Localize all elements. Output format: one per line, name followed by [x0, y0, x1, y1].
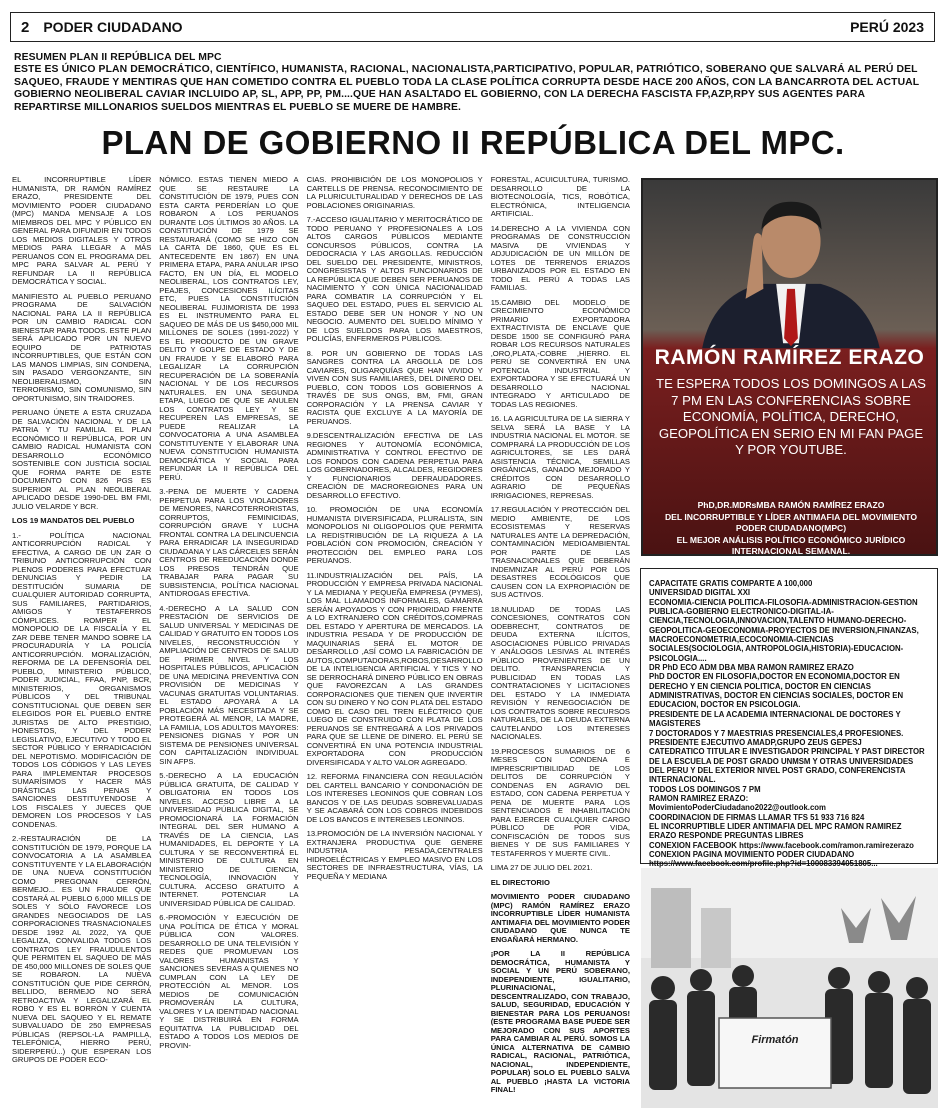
subheading-mandates: LOS 19 MANDATOS DEL PUEBLO — [12, 516, 135, 525]
paragraph: 3.-PENA DE MUERTE Y CADENA PERPETUA PARA LOS VIOLADORES DE MENORES, NARCOTERRORISTAS, CORRUPTOS, FEMINICIDAS, CORRUPCIÓN GRAVE Y LUCHA FRONTAL CONTRA LA DELINCUENCIA PARA ERRADICAR LA INSEGURIDAD CIUDADANA Y LAS CÁRCELES SERÁN CENTROS DE REEDUCACIÓN DONDE LOS PRESOS TENDRÁN QUE TRABAJAR PARA PAGAR SU SUBSISTENCIA, POLÍTICA NACIONAL ANTIDROGAS EFECTIVA. — [159, 487, 299, 598]
paragraph: MANIFIESTO AL PUEBLO PERUANO PROGRAMA DE SALVACIÓN NACIONAL PARA LA II REPÚBLICA POR UN CAMBIO RADICAL CON BIENESTAR PARA TODOS. ESTE PLAN SERÁ APLICADO POR UN NUEVO EQUIPO DE PATRIOTAS INCORRUPTIBLES, QUE ESTÁN CON LAS MANOS LIMPIAS, SIN CONDENA, SIN PASADO VERGONZANTE, SIN NEOLIBERALISMO, SIN TERRORISMO, SIN COMUNISMO, SIN OPORTUNISMO, SIN TRAIDORES. — [12, 291, 152, 403]
paragraph: CIAS. PROHIBICIÓN DE LOS MONOPOLIOS Y CARTELLS DE PRENSA. RECONOCIMIENTO DE LA PLURICULTURALIDAD Y DERECHOS DE LAS POBLACIONES ORIGINARIAS. — [306, 175, 483, 210]
article-column-3 — [307, 176, 483, 1106]
paragraph: 2.-RESTAURACIÓN DE LA CONSTITUCIÓN DE 1979, PORQUE LA CONVOCATORIA A LA ASAMBLEA CONSTITUYENTE Y LA ELABORACIÓN DE UNA NUEVA CONSTITUCIÓN COMO PREGONAN CERRÓN, BERMEJO... ES UN FRAUDE QUE COSTARÁ AL PUEBLO 6,000 MILLS DE SOLES Y SÓLO FAVORECE LOS GRANDES NEGOCIADOS DE LAS CORPORACIONES TRASNACIONALES DESDE 1992 AL 2022, YA QUE LEGALIZA, CONVALIDA TODOS LOS CONTRATOS LEY FRAUDULENTOS QUE PERMITEN EL SAQUEO DE MÁS DE 450,000 MILLONES DE SOLES QUE SE ROBARON. LA NUEVA CONSTITUCIÓN QUE PIDE CERRÓN, BELLIDO, BERMEJO NO SERÁ RETROACTIVA Y LEGALIZARÁ EL ROBO Y ES EL BORRÓN Y CUENTA NUEVA DEL SAQUEO Y EL REMATE SUBVALUADO DE 250 EMPRESAS PÚBLICAS (REPSOL-LA PAMPILLA, TELEFÓNICA, HIERRO PERÚ, SIDERPERÚ...) QUE ESPERAN LOS GRUPOS DE PODER ECO- — [12, 834, 152, 1064]
paragraph: 4.-DERECHO A LA SALUD CON PRESTACIÓN DE SERVICIOS DE SALUD UNIVERSAL Y MEDICINAS DE CALIDAD Y GRATUITO EN TODOS LOS NIVELES, RECONSTRUCCIÓN Y AMPLIACIÓN DE CENTROS DE SALUD DE PRIMER NIVEL Y LOS HOSPITALES PÚBLICOS, APLICACIÓN DE UNA MEDICINA PREVENTIVA CON PROVISIÓN DE MEDICINAS Y VACUNAS GRATUITAS VOLUNTARIAS. EL ESTADO APOYARÁ A LA POBLACIÓN MÁS NECESITADA Y SE PROTEGERÁ AL MENOR, LA MADRE, LA FAMILIA, LOS ADULTOS MAYORES: PENSIONES DIGNAS Y POR UN SISTEMA DE PENSIONES UNIVERSAL CON CAPITALIZACIÓN INDIVIDUAL SIN AFPS. — [159, 603, 299, 766]
paragraph: PERUANO ÚNETE A ESTA CRUZADA DE SALVACIÓN NACIONAL Y DE LA PATRIA Y TU FAMILIA. EL PLAN ECONÓMICO II REPÚBLICA, POR UN CAMBIO RADICAL HUMANISTA CON DESARROLLO ECONÓMICO SOSTENIBLE CON JUSTICIA SOCIAL QUE FORMA PARTE DE ESTE DOCUMENTO CON 826 PGS ES SUPERIOR AL PLAN NEOLIBERAL APLICADO DESDE 1990-DEL BM FMI, JULIO VELARDE Y BCR. — [12, 408, 152, 511]
crowd-photo — [641, 868, 938, 1108]
info-box — [640, 568, 938, 869]
section-name: PODER CIUDADANO — [43, 19, 183, 35]
directory-label: EL DIRECTORIO — [490, 877, 550, 887]
closing-text: ¡POR LA II REPÚBLICA DEMOCRÁTICA, HUMANISTA Y SOCIAL Y UN PERÚ SOBERANO, INDEPENDIENTE, IGUALITARIO, PLURINACIONAL, DESCENTRALIZADO, CON TRABAJO, SALUD, SEGURIDAD, EDUCACIÓN Y BIENESTAR PARA LOS PERUANOS! (ESTE PROGRAMA BASE PUEDE SER MEJORADO CON SUS APORTES PARA CAMBIAR AL PERÚ. SOMOS LA ÚNICA ALTERNATIVA DE CAMBIO RADICAL, RACIONAL, PATRIÓTICA, NACIONAL, INDEPENDIENTE, POPULAR) SOLO EL PUEBLO SALVA AL PUEBLO ¡HASTA LA VICTORIA FINAL! — [490, 949, 630, 1094]
paragraph: 12. REFORMA FINANCIERA CON REGULACIÓN DEL CARTELL BANCARIO Y CONDONACIÓN DE LOS INTERESES LEONINOS QUE COBRAN LOS BANCOS Y DE LAS DEUDAS SOBREVALUADAS Y SE ACABARÁ CON LOS COBROS INDEBIDOS DE LOS BANCOS E INTERESES LEONINOS. — [306, 772, 483, 824]
info-line: PRESIDENTE EJECUTIVO AMADP,GRUPO ZEUS GEPESJ — [649, 737, 862, 747]
info-line: DR PhD ECO ADM DBA MBA RAMON RAMIREZ ERAZO — [649, 663, 854, 673]
edition-label: PERÚ 2023 — [850, 19, 924, 35]
info-line: CAPACITATE GRATIS COMPARTE A 100,000 — [649, 579, 813, 588]
paragraph: 14.DERECHO A LA VIVIENDA CON PROGRAMAS DE CONSTRUCCIÓN MASIVA DE VIVIENDAS Y ADJUDICACIÓN DE UN MILLÓN DE LOTES DE TERRENOS ERIAZOS URBANIZADOS POR EL ESTADO EN TODO EL PERÚ A TODAS LAS FAMILIAS. — [490, 223, 630, 292]
paragraph: 6.-PROMOCIÓN Y EJECUCIÓN DE UNA POLÍTICA DE ÉTICA Y MORAL PÚBLICA CON VALORES. DESARROLLO DE UNA TELEVISIÓN Y REDES QUE PROMUEVAN LOS VALORES HUMANISTAS Y SANCIONES SEVERAS A QUIENES NO CUMPLAN CON LA LEY DE PROTECCIÓN AL MENOR. LOS MEDIOS DE COMUNICACIÓN PROMOVERÁN LA CULTURA, VALORES Y LA IDENTIDAD NACIONAL Y SE DISTRIBUIRÁ EN FORMA EQUITATIVA LA PUBLICIDAD DEL ESTADO A TODOS LOS MEDIOS DE PROVIN- — [159, 913, 299, 1050]
paragraph: NÓMICO. ESTAS TIENEN MIEDO A QUE SE RESTAURE LA CONSTITUCIÓN DE 1979, PUES CON ESTA CARTA PERDERÍAN LO QUE ROBARON A LOS PERUANOS DURANTE LOS ÚLTIMOS 30 AÑOS. LA CONSTITUCIÓN DE 1979 SE RESTAURARÁ (COMO SE HIZO CON LA CARTA DE 1860, QUE ES EL ANTECEDENTE EN 1867) EN UNA PRIMERA ETAPA, PARA ANULAR IPSO FACTO, EN UN DÍA, EL MODELO NEOLIBERAL, LOS CONTRATOS LEY, PEAJES, CONCESIONES ILÍCITAS ETC, PUES LA CONSTITUCIÓN NEOLIBERAL FUJIMORISTA DE 1993 ES EL INSTRUMENTO PARA EL SAQUEO DE MÁS DE US $450,000 MIL MILLONES DE SOLES (1991-2022) Y ES EL PRODUCTO DE UN GRAVE DELITO Y GOLPE DE ESTADO Y DE UN FRAUDE Y SE ELABORÓ PARA LEGALIZAR LA CORRUPCIÓN RECUPERACIÓN DE LA SOBERANÍA NACIONAL Y DE LOS RECURSOS NATURALES. EN UNA SEGUNDA ETAPA, LUEGO DE QUE SE ANULEN LOS CONTRATOS LEY Y SE RECUPEREN LAS EMPRESAS, SE PUEDE REALIZAR LA CONVOCATORIA A UNA ASAMBLEA CONSTITUYENTE Y ELABORAR UNA NUEVA CONSTITUCIÓN HUMANISTA DEMOCRÁTICA Y SOCIAL PARA REFUNDAR LA II REPÚBLICA DEL PERÚ. — [159, 175, 299, 482]
info-line: COORDINACION DE FIRMAS LLAMAR TFS 51 933 716 824 — [649, 812, 865, 822]
paragraph: FORESTAL, ACUICULTURA, TURISMO. DESARROLLO DE LA BIOTECNOLOGÍA, TICS, ROBÓTICA, ELECTRÓNICA, INTELIGENCIA ARTIFICIAL. — [490, 175, 630, 218]
paragraph: EL INCORRUPTIBLE LÍDER HUMANISTA, DR RAMÓN RAMÍREZ ERAZO, PRESIDENTE DEL MOVIMIENTO PODER CIUDADANO (MPC) MANDA MENSAJE A LOS MIEMBROS DEL MPC Y PÚBLICO EN GENERAL PARA DIFUNDIR EN TODOS LOS MEDIOS DIGITALES Y OTROS MEDIOS PARA LLEGAR A MÁS PERUANOS CON EL PROGRAMA DEL MPC PARA SALVAR AL PERÚ Y REFUNDAR LA II REPÚBLICA DEMOCRÁTICA Y SOCIAL. — [12, 175, 152, 286]
paragraph: 19.PROCESOS SUMARIOS DE 6 MESES CON CONDENA E IMPRESCRIPTIBILIDAD DE LOS DELITOS DE CORRUPCIÓN Y CONDENAS EN AGRAVIO DEL ESTADO, CON CADENA PERPETUA Y PENA DE MUERTE PARA LOS SENTENCIADOS E INHABILITACIÓN PARA EJERCER CUALQUIER CARGO PÚBLICO DE POR VIDA, CONFISCACIÓN DE TODOS SUS BIENES Y DE SUS FAMILIARES Y TESTAFERROS Y MUERTE CIVIL. — [490, 746, 630, 858]
facebook-page-link[interactable]: https://www.facebook.com/profile.php?id=100083394051805... — [649, 859, 878, 869]
paragraph: 13.PROMOCIÓN DE LA INVERSIÓN NACIONAL Y EXTRANJERA PRODUCTIVA QUE GENERE INDUSTRIA PESADA,CENTRALES HIDROELÉCTRICAS Y EMPLEO MASIVO EN LOS SECTORES DE INFRAESTRUCTURA, VÍAS, LA PEQUEÑA Y MEDIANA — [306, 829, 483, 881]
article-column-4 — [491, 176, 630, 1106]
promo-banner — [641, 178, 938, 556]
article-columns — [12, 176, 630, 1106]
info-line: 7 DOCTORADOS Y 7 MAESTRIAS PRESENCIALES,4 PROFESIONES. — [649, 728, 904, 738]
info-line: TODOS LOS DOMINGOS 7 PM — [649, 784, 761, 794]
info-line: CATEDRATICO TITULAR E INVESTIGADOR PRINCIPAL Y PAST DIRECTOR DE LA ESCUELA DE POST GRADO UNMSM Y OTRAS UNIVERSIDADES DEL PERU Y DEL EXTERIOR NIVEL POST GRADO, CONFERENCISTA INTERNACIONAL. — [649, 747, 925, 785]
facebook-link[interactable]: CONEXION FACEBOOK https://www.facebook.com/ramon.ramirezerazo — [649, 840, 914, 850]
info-line: ECONOMIA-CIENCIA POLITICA-FILOSOFIA-ADMINISTRACION-GESTION PUBLICA-GOBIERNO ELECTRONICO-DIGITAL-IA-CIENCIA,TECNOLOGIA,INNOVACION,TALENTO HUMANO-DERECHO-GEOPOLITICA-GEOECONOMIA-PROYECTOS DE INVERSION,FINANZAS, MACROECONOMETRIA,ECOCONOMIA-CIENCIAS SOCIALES(SOCIOLOGIA, ANTROPOLOGIA,HISTORIA)-EDUCACION-PSICOLOGIA.... — [649, 597, 919, 663]
directory-text: MOVIMIENTO PODER CIUDADANO (MPC) RAMÓN RAMÍREZ ERAZO INCORRUPTIBLE LÍDER HUMANISTA ANTIMAFIA DEL MOVIMIENTO PODER CIUDADANO QUE NUNCA TE ENGAÑARÁ HERMANO. — [490, 892, 630, 944]
info-line: EL INCORRUPTIBLE LIDER ANTIMAFIA DEL MPC RAMON RAMIREZ ERAZO RESPONDE PREGUNTAS LIBRES — [649, 821, 902, 841]
info-line: PRESIDENTE DE LA ACADEMIA INTERNACIONAL DE DOCTORES Y MAGISTERES — [649, 709, 901, 729]
promo-sig-line: PhD,DR.MDRsMBA RAMÓN RAMÍREZ ERAZO — [697, 500, 885, 510]
promo-sig-line: EL MEJOR ANÁLISIS POLÍTICO ECONÓMICO JURÍDICO INTERNACIONAL SEMANAL. — [676, 534, 906, 557]
paragraph: 7.-ACCESO IGUALITARIO Y MERITOCRÁTICO DE TODO PERUANO Y PROFESIONALES A LOS ALTOS CARGOS PÚBLICOS MEDIANTE CONCURSOS PÚBLICOS, CONTRA LA DEDOCRACIA Y LAS ARGOLLAS. REDUCCIÓN DEL SUELDO DEL PRESIDENTE, MINISTROS, CONGRESISTAS Y ALTOS FUNCIONARIOS DE LA REPÚBLICA QUE DEBEN SER PERUANOS DE NACIMIENTO Y CON ÚNICA NACIONALIDAD PARA COMBATIR LA CORRUPCIÓN Y EL SAQUEO DEL ESTADO, PUES EL SERVICIO AL ESTADO DEBE SER UN HONOR Y NO UN NEGOCIO. AUMENTO DEL SUELDO MÍNIMO Y DE LOS SUELDOS PARA LOS MAESTROS, POLICÍAS, ENFERMEROS PÚBLICOS. — [306, 215, 483, 343]
summary-text: ESTE ES ÚNICO PLAN DEMOCRÁTICO, CIENTÍFICO, HUMANISTA, RACIONAL, NACIONALISTA,PARTICIPATIVO, POPULAR, PATRIÓTICO, SOBERANO QUE SALVARÁ AL PERÚ DEL SAQUEO, FRAUDE Y MENTIRAS QUE HAN COMETIDO CONTRA EL PUEBLO TODA LA CLASE POLÍTICA CORRUPTA DESDE HACE 200 AÑOS, CON LA BANCARROTA DEL ACTUAL GOBIERNO NEOLIBERAL CAVIAR INCLUIDO AP, SL, APP, PP, PM....QUE HAN ASALTADO EL GOBIERNO, CON LA DERECHA FASCISTA FP,AZP,RPY SUS AGENTES PARA REPARTIRSE MILLONARIOS SUELDOS MIENTRAS EL PUEBLO SE MUERE DE HAMBRE. — [14, 64, 920, 113]
info-line: PhD DOCTOR EN FILOSOFIA,DOCTOR EN ECONOMIA,DOCTOR EN DERECHO Y EN CIENCIA POLITICA, DOCTOR EN CIENCIAS ADMINISTRATIVAS, DOCTOR EN CIENCIAS SOCIALES, DOCTOR EN EDUCACION, DOCTOR EN PSICOLOGIA. — [649, 672, 904, 710]
info-line: UNIVERSIDAD DIGITAL XXI — [649, 588, 751, 598]
paragraph: 11.INDUSTRIALIZACIÓN DEL PAÍS, LA PRODUCCIÓN Y EMPRESA PRIVADA NACIONAL Y LA MEDIANA Y PEQUEÑA EMPRESA (PYMES), LOS MAL LLAMADOS INFORMALES, GAMARRA SERÁN APOYADOS Y CON PRIORIDAD FRENTE A LO EXTRANJERO CON CRÉDITOS,COMPRAS DEL ESTADO Y APERTURA DE MERCADOS. LA INDUSTRIA PESADA Y DE PRODUCCIÓN DE MAQUINARIAS SERÁ EL MOTOR DE DESARROLLO ,ASÍ COMO LA FABRICACIÓN DE AUTOS,COMPUTADORAS,ROBOS,DESARROLLO DE LA INTELIGENCIA ARTIFICIAL Y TICS Y NO SE DERROCHARÁ DINERO PÚBLICO EN OBRAS QUE FAVOREZCAN A LAS GRANDES CORPORACIONES QUE TIENEN QUE INVERTIR CON SU DINERO Y NO CON PLATA DEL ESTADO COMO EL CASO DEL TREN ELÉCTRICO QUE LUEGO DE CONSTRUIDO CON PLATA DE LOS PERUANOS SE ENTREGARÁ A LOS PRIVADOS PARA QUE SE LLENE DE DINERO. EL PERÚ SE CONVERTIRÁ EN UNA POTENCIA INDUSTRIAL EXPORTADORA CON PRODUCCIÓN DIVERSIFICADA Y ALTO VALOR AGREGADO. — [306, 570, 483, 767]
page-header — [10, 12, 935, 42]
crowd-image — [641, 868, 938, 1108]
promo-sig-line: DEL INCORRUPTIBLE Y LÍDER ANTIMAFIA DEL MOVIMIENTO PODER CIUDADANO(MPC) — [664, 511, 918, 534]
promo-name: RAMÓN RAMÍREZ ERAZO — [654, 346, 925, 369]
promo-signature — [649, 500, 933, 558]
article-column-1 — [12, 176, 151, 1106]
promo-text: TE ESPERA TODOS LOS DOMINGOS A LAS 7 PM EN LAS CONFERENCIAS SOBRE ECONOMÍA, POLÍTICA, DERECHO, GEOPOLÍTICA EN SERIO EN MI FAN PAGE Y POR YOUTUBE. — [656, 376, 926, 457]
paragraph: 1.- POLÍTICA NACIONAL ANTICORRUPCIÓN RADICAL Y EFECTIVA, A CARGO DE UN ZAR O TRIBUNO ANTICORRUPCIÓN CON PLENOS PODERES PARA EFECTUAR DENUNCIAS Y PEDIR LA DESTITUCIÓN SUMARIA DE CUALQUIER AUTORIDAD CORRUPTA, SUS FAMILIARES, PARTIDARIOS, AMIGOS Y TESTAFERROS CÓMPLICES. ROMPER EL MONOPOLIO DE LA FISCALÍA Y EL ZAR DEBE TENER MANDO SOBRE LA PROCURADURÍA Y LA POLICÍA ANTICORRUPCIÓN. MORALIZACIÓN, REFORMA DE LA DEFENSORÍA DEL PUEBLO, MINISTERIO PÚBLICO, PODER JUDICIAL, FFAA, PNP, BCR, MINISTERIOS, ORGANISMOS PÚBLICOS Y DEL TRIBUNAL CONSTITUCIONAL QUE DEBEN SER ELEGIDOS POR EL PUEBLO ENTRE JURISTAS DE ALTO PRESTIGIO, HONESTOS, Y DEL PODER LEGISLATIVO, EJECUTIVO Y TODO EL SECTOR PÚBLICO Y ERRADICACIÓN DEL NEPOTISMO. MODIFICACIÓN DE TODOS LOS CÓDIGOS Y LAS LEYES PARA IMPLEMENTAR PROCESOS SUMARÍSIMOS Y HACER MÁS DRÁSTICAS LAS PENAS Y SANCIONES DESTITUYENDOSE A LOS FISCALES Y JUECES QUE DEMOREN LOS PROCESOS Y LAS CONDENAS. — [12, 530, 152, 829]
summary-block — [14, 52, 932, 114]
page-number: 2 — [21, 18, 30, 36]
paragraph: 9.DESCENTRALIZACIÓN EFECTIVA DE LAS REGIONES Y AUTONOMÍA ECONÓMICA, ADMINISTRATIVA Y CONTROL EFECTIVO DE LOS FONDOS CON CADENA PERPETUA PARA LOS GOBERNADORES, ALCALDES, REGIDORES Y FUNCIONARIOS DEFRAUDADORES. CREACIÓN DE MACROREGIONES PARA UN DESARROLLO EFECTIVO. — [306, 431, 483, 500]
email-link[interactable]: MovimientoPoderCiudadano2022@outlook.com — [649, 803, 826, 813]
main-title: PLAN DE GOBIERNO II REPÚBLICA DEL MPC. — [101, 124, 845, 161]
paragraph: 17.REGULACIÓN Y PROTECCIÓN DEL MEDIO AMBIENTE, DE LOS ECOSISTEMAS Y RESERVAS NATURALES ANTE LA DEPREDACIÓN, CONTAMINACIÓN MEDIOAMBIENTAL POR PARTE DE LAS TRASNACIONALES QUE DEBERÁN INDEMNIZAR AL PERÚ POR LOS DESASTRES ECOLÓGICOS QUE CAUSEN CON LA EXPROPIACIÓN DE SUS ACTIVOS. — [490, 505, 630, 599]
paragraph: 8. POR UN GOBIERNO DE TODAS LAS SANGRES CONTRA LA ARGOLLA DE LOS CAVIARES, OLIGARQUÍAS QUE HAN VIVIDO Y VIVEN CON SUS FAMILIARES, DEL DINERO DEL PUEBLO, CON TODOS LOS GOBIERNOS A TRAVÉS DE SUS ONGS, BM, FMI, GRAN CORPORACIÓN Y LA PRENSA CAVIAR Y RACISTA QUE EXCLUYE A LA MAYORÍA DE PERUANOS. — [306, 348, 483, 426]
article-column-2 — [159, 176, 298, 1106]
paragraph: 16. LA AGRICULTURA DE LA SIERRA Y SELVA SERÁ LA BASE Y LA INDUSTRIA NACIONAL EL MOTOR. SE COMPRARÁ LA PRODUCCIÓN DE LOS AGRICULTORES, SE LES DARÁ ASISTENCIA TÉCNICA, SEMILLAS ORGÁNICAS, GANADO MEJORADO Y CRÉDITOS CON DESARROLLO AGRARIO DE PEQUEÑAS IRRIGACIONES, REPRESAS. — [490, 414, 630, 500]
info-line: RAMON RAMIREZ ERAZO: — [649, 793, 749, 803]
date-line: LIMA 27 DE JULIO DEL 2021. — [490, 863, 593, 872]
paragraph: 5.-DERECHO A LA EDUCACIÓN PÚBLICA GRATUITA, DE CALIDAD Y OBLIGATORIA EN TODOS LOS NIVELES. ACCESO LIBRE A LA UNIVERSIDAD PÚBLICA DIGITAL, SE PROMOCIONARÁ LA FORMACIÓN INTEGRAL DEL SER HUMANO A TRAVÉS DE LA CIENCIA, LAS HUMANIDADES, EL DEPORTE Y LA CULTURA Y SE RECONVERTIRÁ EL MINISTERIO DE CULTURA EN MINISTERIO DE CIENCIA, TECNOLOGÍA, INNOVACIÓN Y CULTURA. ACCESO GRATUITO A INTERNET. POTENCIAR LA UNIVERSIDAD PÚBLICA DE CALIDAD. — [159, 771, 299, 908]
paragraph: 10. PROMOCIÓN DE UNA ECONOMÍA HUMANISTA DIVERSIFICADA, PLURALISTA, SIN MONOPOLIOS NI OLIGOPOLIOS QUE PERMITA LA REDISTRIBUCIÓN DE LA RIQUEZA A LA POBLACIÓN CON PROMOCIÓN, CREACIÓN Y PROTECCIÓN DEL EMPLEO PARA LOS PERUANOS. — [306, 505, 483, 565]
paragraph: 15.CAMBIO DEL MODELO DE CRECIMIENTO ECONÓMICO PRIMARIO EXPORTADORA EXTRACTIVISTA DE ENCLAVE QUE DESDE 1500 SE CONFIGURÓ PARA ROBAR LOS RECURSOS NATURALES ,ORO,PLATA,-COBRE ,HIERRO. EL PERÚ SE CONVERTIRÁ EN UNA POTENCIA INDUSTRIAL Y EXPORTADORA Y SE EFECTUARÁ UN DESARROLLO NACIONAL INTEGRADO Y ARTICULADO DE TODAS LAS REGIONES. — [490, 297, 630, 409]
crowd-banner-text: Firmatón — [751, 1034, 799, 1046]
info-line: CONEXION PAGINA MOVIMIENTO PODER CIUDADANO — [649, 849, 855, 859]
paragraph: 18.NULIDAD DE TODAS LAS CONCESIONES, CONTRATOS CON ODEBRECHT, CONTRATOS DE DEUDA EXTERNA ILÍCITOS, ASOCIACIONES PÚBLICO PRIVADAS Y ANÁLOGOS LESIVAS AL INTERÉS PÚBLICO PROVENIENTES DE UN DELITO. TRANSPARENCIA Y PUBLICIDAD EN TODAS LAS CONTRATACIONES Y LICITACIONES DEL ESTADO Y LA INMEDIATA REVISIÓN Y RENEGOCIACIÓN DE LOS CONTRATOS SOBRE RECURSOS NATURALES, DE LA DEUDA EXTERNA CAUTELANDO LOS INTERESES NACIONALES. — [490, 604, 630, 741]
summary-label: RESUMEN PLAN II REPÚBLICA DEL MPC — [14, 52, 222, 63]
